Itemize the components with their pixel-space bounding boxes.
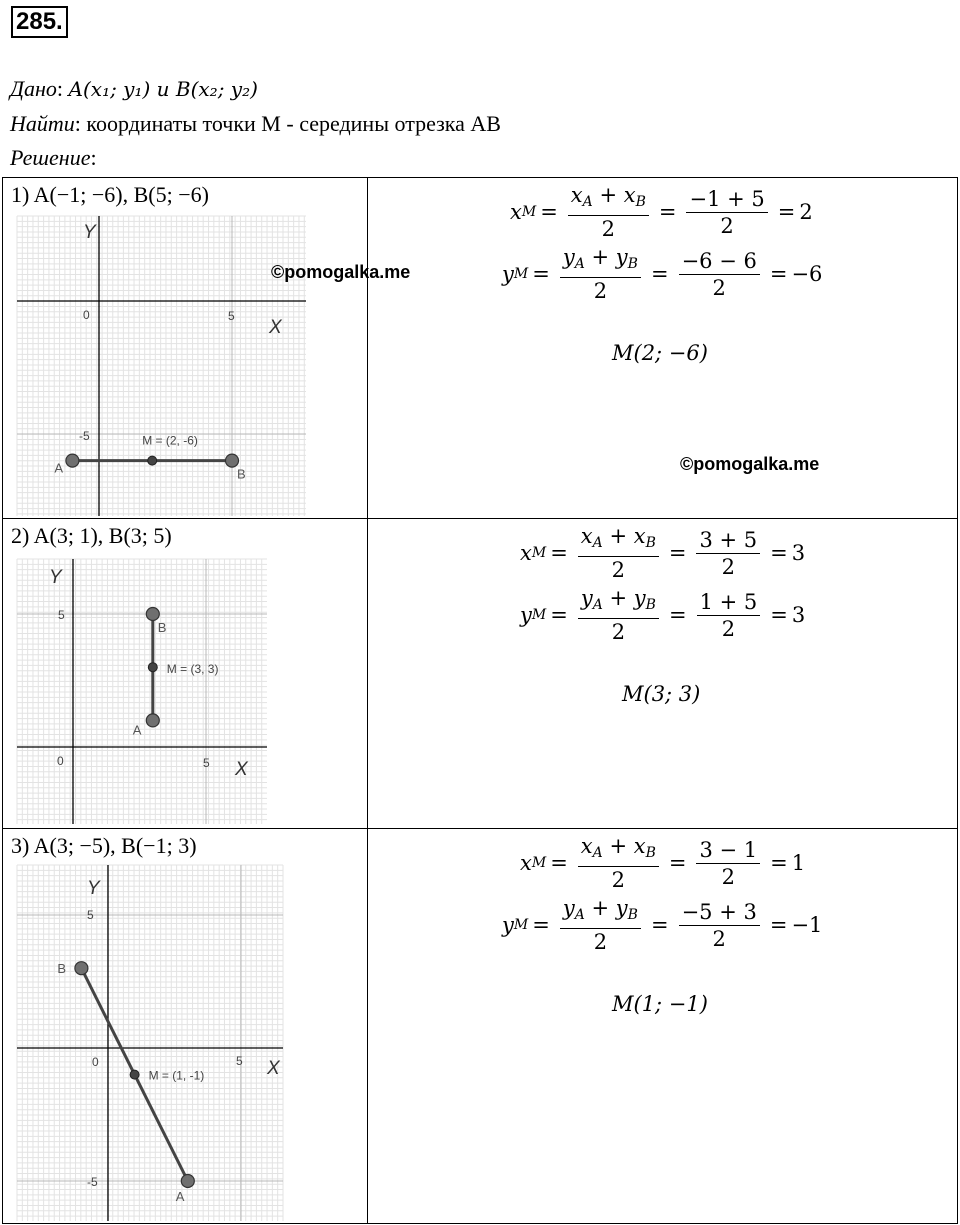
table-row [3,178,958,519]
ym-formula: y M = $\frac{y_A + y_B}{2}$ = $\frac{1 + 5}{2}$ = 3 [520,586,806,644]
tick-label: 5 [58,608,65,622]
tick-label: 5 [228,309,235,323]
midpoint-result: M(1; −1) [612,992,708,1016]
ym-formula: y M = $\frac{y_A + y_B}{2}$ = $\frac{-6 - 6}{2}$ = −6 [502,245,823,303]
tick-label: 5 [87,908,94,922]
point-m-label: M = (2, -6) [142,433,198,448]
midpoint-result: M(3; 3) [622,682,701,706]
point-a [66,454,79,467]
graph-cell-3 [3,829,368,1224]
solution-line: Решение: [10,145,97,170]
point-m-label: M = (3, 3) [166,662,219,677]
point-a [181,1175,194,1188]
point-m [130,1070,139,1079]
point-b [146,608,159,621]
origin-label: 0 [83,308,90,322]
midpoint-result: M(2; −6) [612,341,708,365]
row-title: 3) A(3; −5), B(−1; 3) [11,833,197,858]
origin-label: 0 [57,754,64,768]
formula-cell-3 [368,829,958,1224]
graph-1 [3,178,367,519]
graph-cell-1 [3,178,411,519]
tick-label: -5 [79,429,90,443]
watermark: ©pomogalka.me [271,262,411,282]
point-m-label: M = (1, -1) [148,1068,205,1083]
y-axis-label: Y [87,878,100,899]
origin-label: 0 [92,1055,99,1069]
tick-label: 5 [236,1054,243,1068]
x-axis-label: X [235,759,248,780]
formula-cell-1 [368,178,958,519]
point-b [75,962,88,975]
point-b [226,454,239,467]
x-axis-label: X [267,1058,280,1079]
xm-formula: x M = $\frac{x_A + x_B}{2}$ = $\frac{-1 + 5}{2}$ = 2 [510,183,813,241]
tick-label: 5 [203,756,210,770]
row-title: 2) A(3; 1), B(3; 5) [11,523,172,548]
point-a-label: A [175,1189,185,1204]
table-row [3,519,958,829]
y-axis-label: Y [49,567,62,588]
given-line: Дано: A(x₁; y₁) и B(x₂; y₂) [10,76,258,101]
formula-cell-2 [368,519,958,829]
graph-cell-2 [3,519,368,829]
ym-formula: y M = $\frac{y_A + y_B}{2}$ = $\frac{-5 + 3}{2}$ = −1 [502,896,823,954]
xm-formula: x M = $\frac{x_A + x_B}{2}$ = $\frac{3 + 5}{2}$ = 3 [520,524,806,582]
point-m [148,663,157,672]
point-m [148,456,157,465]
watermark: ©pomogalka.me [680,454,820,474]
solution-table [2,177,958,1224]
point-a-label: A [132,722,142,738]
point-b-label: B [237,466,246,482]
point-a [146,714,159,727]
x-axis-label: X [269,317,282,338]
point-b-label: B [57,961,67,977]
row-title: 1) A(−1; −6), B(5; −6) [11,182,209,207]
graph-3 [3,829,367,1224]
point-b-label: B [157,620,167,635]
y-axis-label: Y [83,222,96,243]
find-line: Найти: координаты точки M - середины отрезка AB [10,111,501,136]
xm-formula: x M = $\frac{x_A + x_B}{2}$ = $\frac{3 - 1}{2}$ = 1 [520,834,806,892]
problem-number: 285. [11,6,68,38]
graph-2 [3,519,367,829]
table-row [3,829,958,1224]
tick-label: -5 [87,1175,98,1189]
point-a-label: A [54,460,64,476]
